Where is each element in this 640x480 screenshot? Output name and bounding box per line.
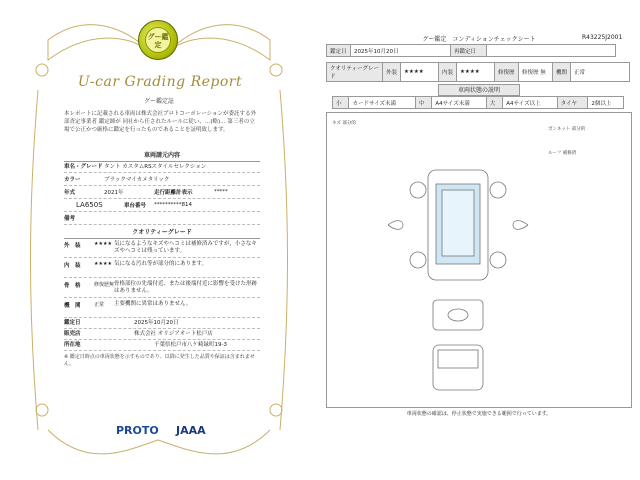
quality-grade-table [326,62,630,82]
badge-text: グー鑑定 [145,27,171,53]
remarks-label: 備考 [64,216,76,222]
certificate-subtitle: グー鑑定証 [143,98,174,105]
quality-stars: ★★★★ [94,241,112,247]
date-label: 鑑定日 [64,320,81,326]
store-label: 販売店 [64,331,81,337]
quality-section-heading: クオリティーグレード [64,227,260,239]
proto-logo: PROTO [116,424,159,437]
store-value: 株式会社 オリジアオート松戸店 [134,331,213,337]
quality-stars: 修復歴無 [94,282,115,288]
tire-value: 2個以上 [588,97,624,109]
vehicle-name-row [64,160,260,173]
parts-list: ボンネット 部分的 [548,127,586,132]
appraisal-date-label: 鑑定日 [327,45,351,57]
exterior-label: 外装 [383,63,401,82]
date-value: 2025年10月20日 [134,320,179,326]
engine-value: 正常 [571,63,630,82]
interior-label: 内装 [439,63,457,82]
appraisal-date-table [326,44,616,57]
address-label: 所在地 [64,342,81,348]
legend-small-desc: カードサイズ未満 [349,97,416,109]
vehicle-color-label: カラー [64,177,81,183]
recheck-date-label: 再鑑定日 [451,45,487,57]
condition-check-sheet [318,0,640,480]
engine-label: 機関 [553,63,571,82]
legend-table [332,96,624,109]
sheet-title: グー鑑定 コンディションチェックシート [422,36,536,43]
address-row [64,338,260,351]
quality-label: 機 関 [64,303,81,309]
legend-large-desc: A4サイズ以上 [503,97,557,109]
mileage-value: ***** [214,189,228,195]
quality-description: 気になる汚れ等が部分的にあります。 [114,261,208,267]
jaaa-logo: JAAA [176,424,206,437]
interior-stars: ★★★★ [457,63,495,82]
quality-row-frame [64,278,260,298]
exterior-stars: ★★★★ [401,63,439,82]
legend-small: 小 [333,97,349,109]
recheck-date-value [487,45,616,57]
remarks-row [64,212,260,225]
quality-description: 気になるようなキズやヘコミは補修済みですが、小さなキズやヘコミは残っています。 [114,241,257,254]
vehicle-year-value: 2021年 [104,190,124,196]
quality-label: 外 装 [64,243,81,249]
vehicle-name-value: タント カスタムRSスタイルセレクション [104,164,207,170]
vehicle-year-label: 年式 [64,190,76,196]
gu-appraisal-badge-icon [138,20,178,60]
quality-label: 内 装 [64,263,81,269]
vehicle-color-row [64,173,260,186]
quality-description: 主要機関に異常はありません。 [114,301,192,307]
frame-label: 修復歴 [495,63,519,82]
quality-stars: ★★★★ [94,261,112,267]
quality-label: 骨 格 [64,283,81,289]
parts-list: ルーフ 補修済 [548,151,577,156]
chassis-value: **********814 [154,202,192,208]
condition-title: 車両状態の説明 [438,84,520,96]
script-title: U-car Grading Report [77,74,243,90]
appraisal-date-value: 2025年10月20日 [351,45,451,57]
chassis-label: 車台番号 [124,203,147,209]
damage-note: キズ 部分的 [332,121,356,126]
vehicle-color-value: ブラックマイカメタリック [104,177,170,183]
certificate-intro: 本レポートに記載される車両は株式会社プロトコーポレーションが委託する外部査定事業者 鑑定師が 同社から任されたルールに従い、…(略)… 第三者の立場で公正かつ厳格に鑑定を行ったものであることを証明致します。 [64,111,257,133]
vehicle-section-heading: 車両請元内容 [64,150,260,162]
legend-medium-desc: A4サイズ未満 [432,97,486,109]
vehicle-year-row [64,186,260,199]
sheet-code: R43225J2001 [582,34,623,41]
vehicle-model-row [64,199,260,212]
frame-value: 修復歴 無 [519,63,553,82]
grading-certificate [0,0,318,480]
car-diagram [378,150,538,400]
quality-row-exterior [64,238,260,258]
certificate-notes: ※ 鑑定日時点の車両状態を示すものであり、以降に発生した品質や保証は含まれません。 [64,354,255,367]
quality-row-interior [64,258,260,278]
quality-description: 骨格部位の先端付近、または後端付近に影響を受けた形跡はありません。 [114,281,258,294]
mileage-label: 走行距離計表示 [154,190,193,196]
address-value: 千葉県松戸市八ケ崎緑町19-3 [154,342,227,348]
quality-grade-label: クオリティーグレード [327,63,383,82]
quality-stars: 正常 [94,302,105,308]
tire-label: タイヤ [557,97,588,109]
quality-row-engine [64,298,260,318]
model-code: LA650S [76,201,103,209]
vehicle-name-label: 車名・グレード [64,164,103,170]
legend-large: 大 [486,97,502,109]
sheet-footer: 車両状態の確認は、停止状態で実施できる範囲で行っています。 [406,411,552,417]
legend-medium: 中 [415,97,431,109]
